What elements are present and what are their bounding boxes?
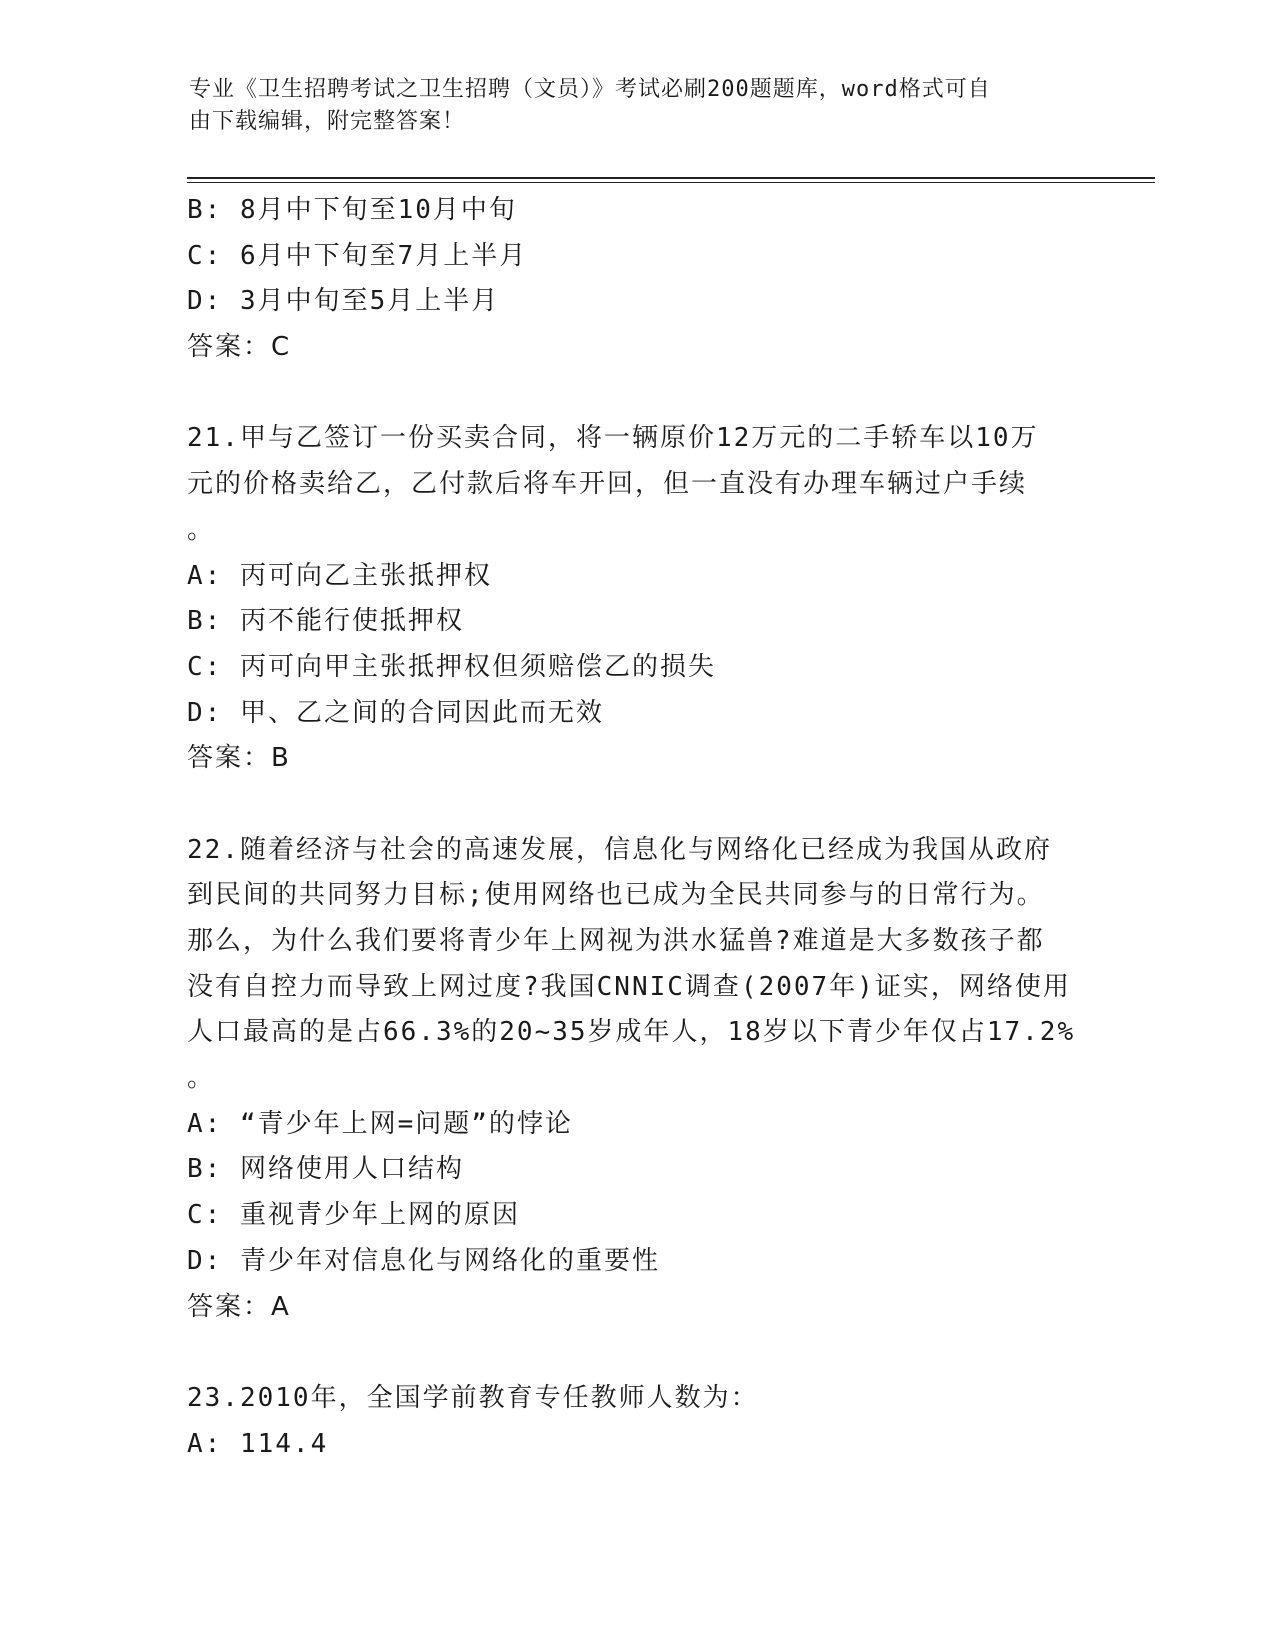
question-text-line: 23.2010年，全国学前教育专任教师人数为：: [187, 1382, 759, 1413]
option-d: D: 3月中旬至5月上半月: [187, 286, 500, 317]
question-block-22: [187, 828, 1087, 1331]
question-block-23: [187, 1376, 1087, 1467]
question-text-line: 。: [187, 1063, 216, 1094]
question-block-21: [187, 416, 1087, 782]
question-text-line: 那么，为什么我们要将青少年上网视为洪水猛兽?难道是大多数孩子都: [187, 926, 1045, 956]
option-b: B: 丙不能行使抵押权: [187, 606, 464, 637]
answer-line: 答案：A: [187, 1291, 291, 1322]
header-line-2: 由下载编辑，附完整答案！: [189, 109, 466, 134]
option-c: C: 6月中下旬至7月上半月: [187, 240, 528, 271]
question-text-line: 。: [187, 514, 216, 545]
option-b: B: 网络使用人口结构: [187, 1154, 464, 1185]
option-c: C: 重视青少年上网的原因: [187, 1200, 520, 1231]
question-text-line: 到民间的共同努力目标;使用网络也已成为全民共同参与的日常行为。: [187, 880, 1045, 911]
option-d: D: 甲、乙之间的合同因此而无效: [187, 697, 604, 728]
option-a: A: “青少年上网=问题”的悖论: [187, 1108, 573, 1139]
spacer: [187, 782, 1087, 828]
header-divider-thin: [187, 182, 1155, 183]
option-b: B: 8月中下旬至10月中旬: [187, 195, 517, 225]
header-divider-thick: [187, 177, 1155, 179]
spacer: [187, 1330, 1087, 1376]
question-text-line: 21.甲与乙签订一份买卖合同，将一辆原价12万元的二手轿车以10万: [187, 423, 1039, 454]
question-text-line: 人口最高的是占66.3%的20~35岁成年人，18岁以下青少年仅占17.2%: [187, 1017, 1076, 1048]
header-line-1: 专业《卫生招聘考试之卫生招聘（文员）》考试必刷200题题库，word格式可自: [189, 77, 991, 102]
document-header: [189, 74, 1069, 138]
question-block-20: [187, 188, 1087, 371]
question-text-line: 22.随着经济与社会的高速发展，信息化与网络化已经成为我国从政府: [187, 834, 1052, 865]
answer-line: 答案：B: [187, 743, 291, 774]
option-c: C: 丙可向甲主张抵押权但须赔偿乙的损失: [187, 651, 716, 682]
option-a: A: 114.4: [187, 1428, 329, 1459]
option-a: A: 丙可向乙主张抵押权: [187, 560, 492, 591]
question-content: [187, 188, 1087, 1467]
question-text-line: 没有自控力而导致上网过度?我国CNNIC调查(2007年)证实，网络使用: [187, 971, 1071, 1002]
question-text-line: 元的价格卖给乙，乙付款后将车开回，但一直没有办理车辆过户手续: [187, 469, 1028, 500]
answer-line: 答案：C: [187, 332, 292, 363]
spacer: [187, 371, 1087, 417]
option-d: D: 青少年对信息化与网络化的重要性: [187, 1245, 660, 1276]
